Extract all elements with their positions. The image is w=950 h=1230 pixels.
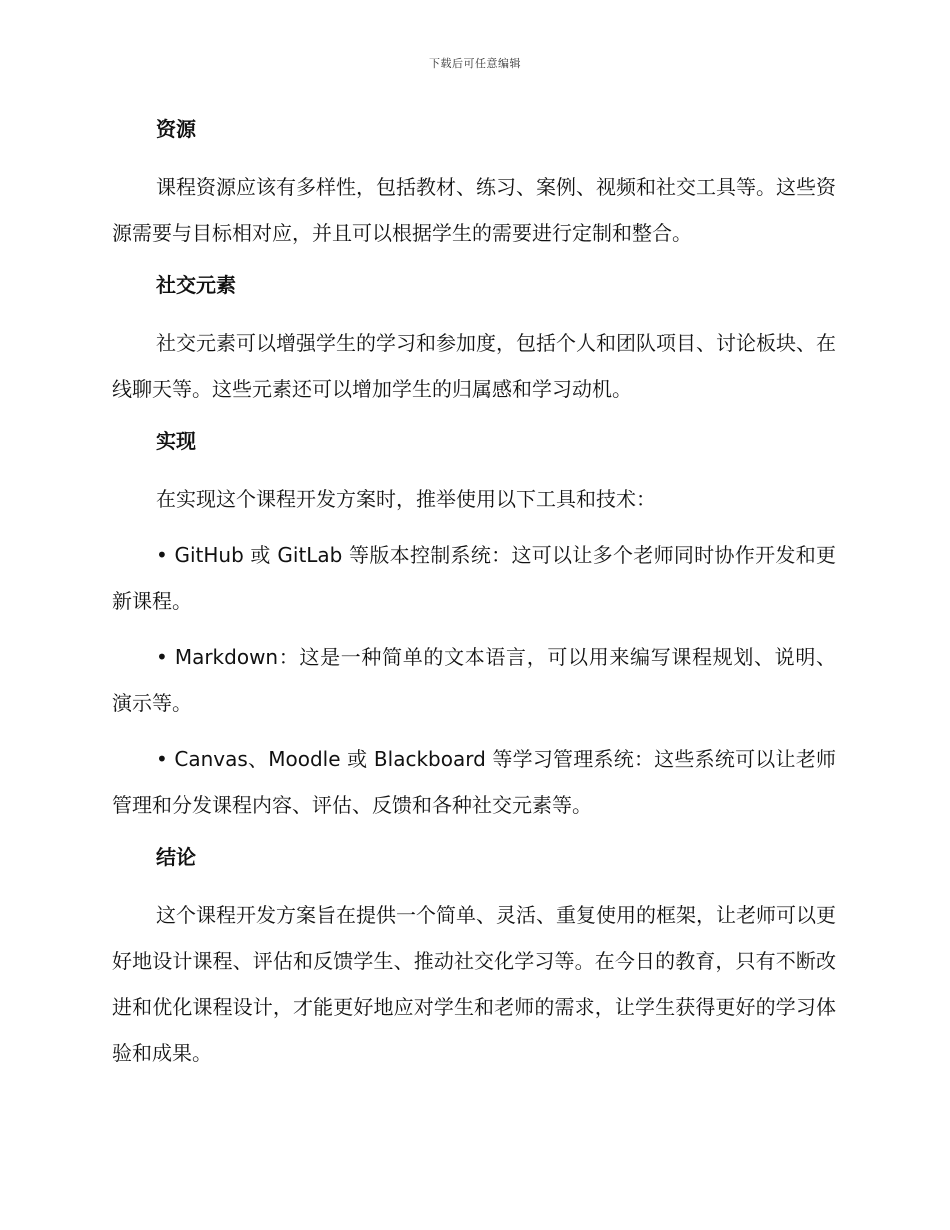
section-heading-resources: 资源: [156, 117, 196, 141]
paragraph: 课程资源应该有多样性，包括教材、练习、案例、视频和社交工具等。这些资源需要与目标相对应，并且可以根据学生的需要进行定制和整合。: [112, 175, 836, 245]
bullet-item: • GitHub 或 GitLab 等版本控制系统：这可以让多个老师同时协作开发和更新课程。: [112, 543, 836, 613]
paragraph: 在实现这个课程开发方案时，推举使用以下工具和技术：: [156, 487, 656, 511]
section-heading-conclusion: 结论: [156, 845, 196, 869]
bullet-item: • Markdown：这是一种简单的文本语言，可以用来编写课程规划、说明、演示等。: [112, 645, 836, 715]
page-header-watermark: 下载后可任意编辑: [429, 57, 521, 70]
paragraph: 社交元素可以增强学生的学习和参加度，包括个人和团队项目、讨论板块、在线聊天等。这些元素还可以增加学生的归属感和学习动机。: [112, 331, 836, 401]
document-body: [112, 110, 836, 1076]
bullet-item: • Canvas、Moodle 或 Blackboard 等学习管理系统：这些系统可以让老师管理和分发课程内容、评估、反馈和各种社交元素等。: [112, 747, 836, 817]
section-heading-implementation: 实现: [156, 429, 196, 453]
section-heading-social: 社交元素: [156, 273, 236, 297]
paragraph: 这个课程开发方案旨在提供一个简单、灵活、重复使用的框架，让老师可以更好地设计课程、评估和反馈学生、推动社交化学习等。在今日的教育，只有不断改进和优化课程设计，才能更好地应对学生和老师的需求，让学生获得更好的学习体验和成果。: [112, 903, 836, 1065]
